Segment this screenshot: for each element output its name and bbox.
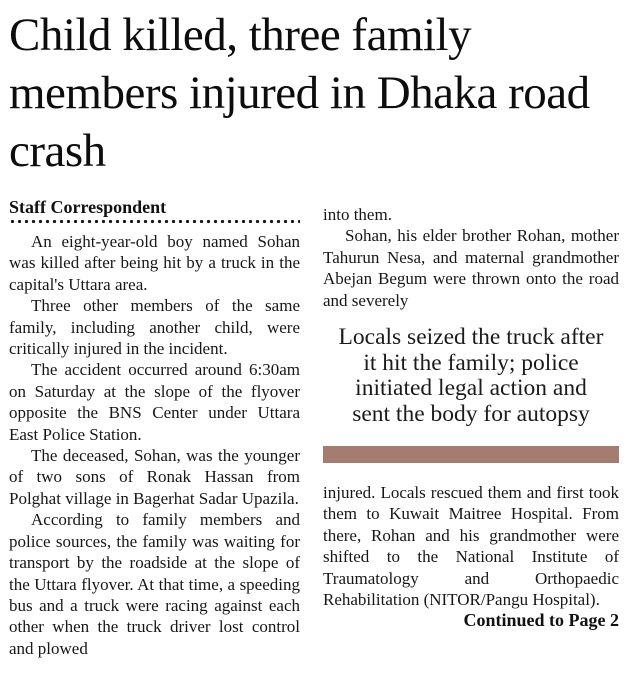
byline-divider	[9, 219, 300, 224]
headline: Child killed, three family members injured in Dhaka road crash	[9, 9, 590, 177]
byline: Staff Correspondent	[9, 197, 167, 217]
paragraph: According to family members and police sources, the family was waiting for transport by the roadside at the slope of the Uttara flyover. At that time, a speeding bus and a truck were racing against each other when the truck driver lost control and plowed	[9, 510, 300, 658]
accent-bar	[323, 446, 619, 463]
pull-quote: Locals seized the truck after it hit the family; police initiated legal action and sent the body for autopsy	[338, 324, 604, 427]
paragraph-continuation: injured. Locals rescued them and first took them to Kuwait Maitree Hospital. From there, Rohan and his grandmother were shifted to the National Institute of Traumatology and Orthopaedic Rehabilitation (NITOR/Pangu Hospital).	[323, 483, 619, 610]
article-columns	[9, 197, 619, 659]
right-column	[323, 197, 619, 659]
left-column	[9, 197, 300, 659]
paragraph-continuation: into them.	[323, 205, 392, 224]
continued-notice: Continued to Page 2	[463, 610, 619, 631]
paragraph: Sohan, his elder brother Rohan, mother Tahurun Nesa, and maternal grandmother Abejan Begum were thrown onto the road and severely	[323, 226, 619, 310]
paragraph: The deceased, Sohan, was the younger of two sons of Ronak Hassan from Polghat village in Bagerhat Sadar Upazila.	[9, 446, 300, 508]
paragraph: The accident occurred around 6:30am on Saturday at the slope of the flyover opposite the BNS Center under Uttara East Police Station.	[9, 360, 300, 444]
paragraph: An eight-year-old boy named Sohan was killed after being hit by a truck in the capital's Uttara area.	[9, 232, 300, 294]
paragraph: Three other members of the same family, including another child, were critically injured in the incident.	[9, 296, 300, 359]
